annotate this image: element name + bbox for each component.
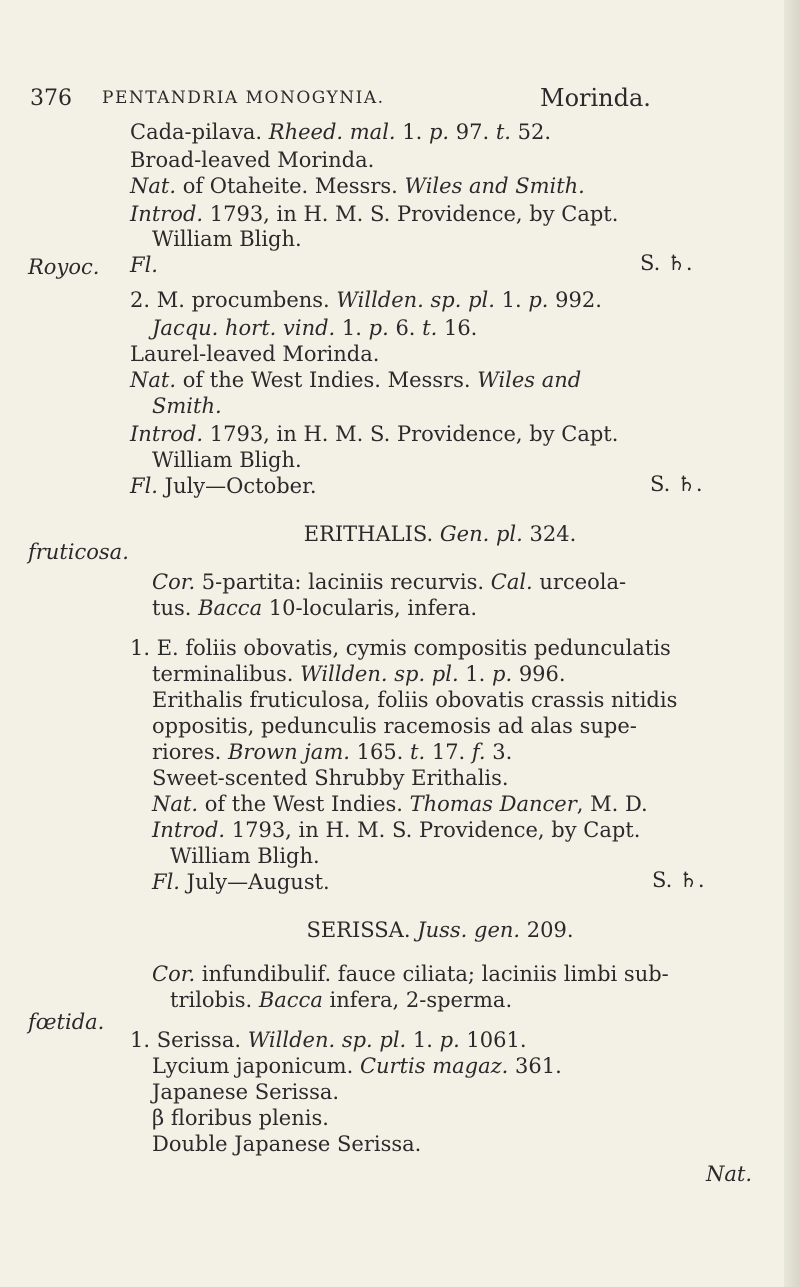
text-line: Fl. July—October. xyxy=(130,474,317,498)
text-line: Introd. 1793, in H. M. S. Providence, by Capt. xyxy=(130,202,619,226)
text-line: Nat. of the West Indies. Messrs. Wiles and xyxy=(130,368,582,392)
text-line: Japanese Serissa. xyxy=(152,1080,340,1104)
text-line: Cor. infundibulif. fauce ciliata; laciniis limbi sub- xyxy=(152,962,669,986)
text-line: Nat. of Otaheite. Messrs. Wiles and Smith. xyxy=(130,174,585,198)
page-edge xyxy=(784,0,800,1287)
text-line: Lycium japonicum. Curtis magaz. 361. xyxy=(152,1054,562,1078)
text-line: 1. E. foliis obovatis, cymis compositis pedunculatis xyxy=(130,636,671,660)
page-number: 376 xyxy=(30,86,72,111)
genus-heading: ERITHALIS. Gen. pl. 324. xyxy=(303,522,577,546)
text-line: Broad-leaved Morinda. xyxy=(130,148,375,172)
text-line: Erithalis fruticulosa, foliis obovatis crassis nitidis xyxy=(152,688,678,712)
text-line: trilobis. Bacca infera, 2-sperma. xyxy=(170,988,513,1012)
text-line: Cor. 5-partita: laciniis recurvis. Cal. urceola- xyxy=(152,570,627,594)
margin-note-fruticosa: fruticosa. xyxy=(28,540,129,564)
text-line: Laurel-leaved Morinda. xyxy=(130,342,380,366)
text-line: Double Japanese Serissa. xyxy=(152,1132,422,1156)
text-line: 2. M. procumbens. Willden. sp. pl. 1. p. 992. xyxy=(130,288,602,312)
header-title: PENTANDRIA MONOGYNIA. xyxy=(102,88,385,108)
text-line: Smith. xyxy=(152,394,222,418)
flag-stove-shrub: S. ♄. xyxy=(652,868,705,892)
text-line: β floribus plenis. xyxy=(152,1106,329,1130)
text-line: oppositis, pedunculis racemosis ad alas supe- xyxy=(152,714,637,738)
text-line: William Bligh. xyxy=(170,844,320,868)
margin-note-royoc: Royoc. xyxy=(28,255,100,279)
text-line: Jacqu. hort. vind. 1. p. 6. t. 16. xyxy=(152,316,478,340)
flag-stove-shrub: S. ♄. xyxy=(640,251,693,275)
text-line: William Bligh. xyxy=(152,448,302,472)
header-genus: Morinda. xyxy=(540,84,651,112)
text-line: Introd. 1793, in H. M. S. Providence, by Capt. xyxy=(152,818,641,842)
text-line: Fl. July—August. xyxy=(152,870,330,894)
text-line: tus. Bacca 10-locularis, infera. xyxy=(152,596,478,620)
running-header xyxy=(30,86,690,116)
catchword: Nat. xyxy=(706,1162,753,1186)
text-line: Introd. 1793, in H. M. S. Providence, by Capt. xyxy=(130,422,619,446)
text-line: terminalibus. Willden. sp. pl. 1. p. 996. xyxy=(152,662,566,686)
genus-heading: SERISSA. Juss. gen. 209. xyxy=(306,918,574,942)
text-line: Sweet-scented Shrubby Erithalis. xyxy=(152,766,509,790)
text-line: William Bligh. xyxy=(152,227,302,251)
text-line: Fl. xyxy=(130,253,158,277)
text-line: riores. Brown jam. 165. t. 17. f. 3. xyxy=(152,740,513,764)
text-line: Cada-pilava. Rheed. mal. 1. p. 97. t. 52. xyxy=(130,120,552,144)
flag-stove-shrub: S. ♄. xyxy=(650,472,703,496)
text-line: 1. Serissa. Willden. sp. pl. 1. p. 1061. xyxy=(130,1028,527,1052)
margin-note-foetida: fœtida. xyxy=(28,1010,105,1034)
text-line: Nat. of the West Indies. Thomas Dancer, M. D. xyxy=(152,792,648,816)
